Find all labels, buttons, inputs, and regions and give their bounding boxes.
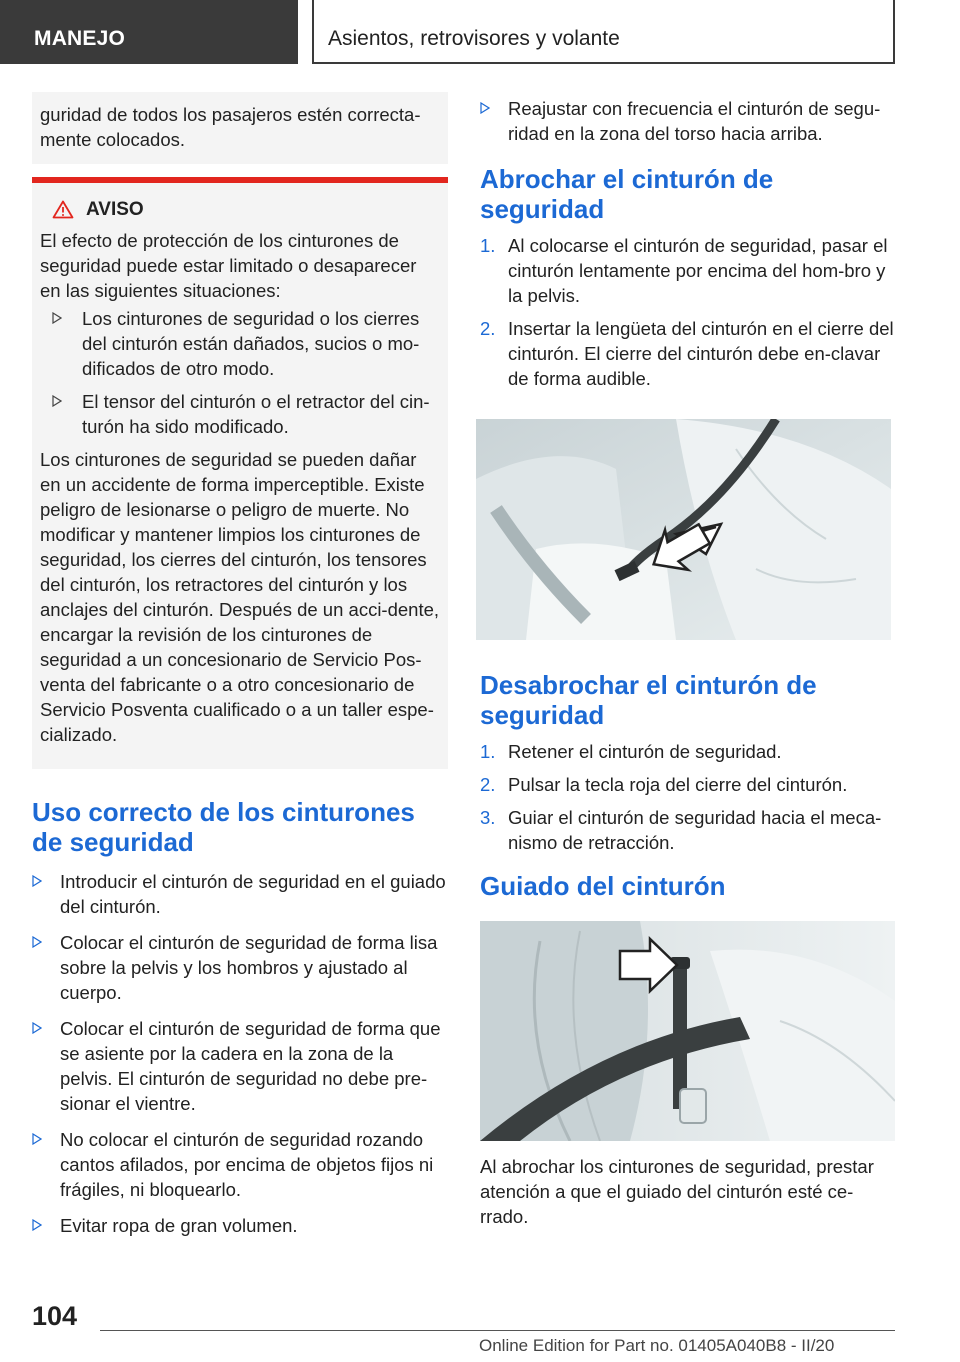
- step-item: [480, 805, 896, 855]
- warning-body: Los cinturones de seguridad se pueden dañar en un accidente de forma imperceptible. Existe peligro de lesionarse o peligro de muerte. No modificar y mantener limpios los cinturones de seguridad, los cierres del cinturón, los tensores del cinturón, los retractores del cinturón y los anclajes del cinturón. Después de un acci-dente, encargar la revisión de los cinturones de seguridad a un concesionario de Servicio Pos-venta del fabricante o a otro concesionario de Servicio Posventa cualificado o a un taller espe-cializado.: [40, 449, 440, 745]
- list-item-text: Los cinturones de seguridad o los cierres del cinturón están dañados, sucios o mo-dificados de otro modo.: [82, 308, 420, 379]
- triangle-bullet-icon: [32, 1219, 42, 1231]
- warning-header: [40, 197, 440, 222]
- step-number: 1.: [480, 235, 496, 256]
- list-item-text: El tensor del cinturón o el retractor del cin-turón ha sido modificado.: [82, 391, 430, 437]
- list-item-text: No colocar el cinturón de seguridad rozando cantos afilados, por encima de objetos fijos ni frágiles, ni bloquearlo.: [60, 1129, 434, 1200]
- step-text: Pulsar la tecla roja del cierre del cinturón.: [508, 774, 848, 795]
- step-item: [480, 772, 896, 797]
- list-item: [32, 930, 448, 1005]
- fasten-heading: Abrochar el cinturón de seguridad: [480, 164, 774, 224]
- triangle-bullet-icon: [32, 875, 42, 887]
- step-item: [480, 233, 896, 308]
- list-item: [32, 1127, 448, 1202]
- list-item: [480, 96, 896, 146]
- step-number: 2.: [480, 774, 496, 795]
- continued-box: [32, 92, 448, 164]
- step-number: 2.: [480, 318, 496, 339]
- right-column-lower: [480, 670, 896, 901]
- step-number: 1.: [480, 741, 496, 762]
- list-item-text: Reajustar con frecuencia el cinturón de segu-ridad en la zona del torso hacia arriba.: [508, 98, 881, 144]
- list-item-text: Colocar el cinturón de seguridad de forma que se asiente por la cadera en la zona de la pelvis. El cinturón de seguridad no debe pre-sionar el vientre.: [60, 1018, 441, 1114]
- step-text: Al colocarse el cinturón de seguridad, pasar el cinturón lentamente por encima del hom-bro y la pelvis.: [508, 235, 888, 306]
- triangle-bullet-icon: [480, 102, 490, 114]
- belt-guide-illustration: [480, 921, 895, 1141]
- chapter-tab: [312, 0, 895, 64]
- warning-title: AVISO: [86, 199, 144, 220]
- triangle-bullet-icon: [32, 1022, 42, 1034]
- list-item: [32, 1213, 448, 1238]
- warning-triangle-icon: [52, 200, 74, 219]
- buckle-illustration: [476, 419, 891, 640]
- top-list: [480, 96, 896, 146]
- step-item: [480, 316, 896, 391]
- unfasten-heading: Desabrochar el cinturón de seguridad: [480, 670, 817, 730]
- warning-intro: El efecto de protección de los cinturones de seguridad puede estar limitado o desaparecer en las siguientes situaciones:: [40, 230, 417, 301]
- step-text: Retener el cinturón de seguridad.: [508, 741, 782, 762]
- guide-text: Al abrochar los cinturones de seguridad, prestar atención a que el guiado del cinturón esté ce-rrado.: [480, 1156, 874, 1227]
- section-title: MANEJO: [34, 27, 126, 50]
- edition-text: Online Edition for Part no. 01405A040B8 - II/20: [479, 1336, 835, 1355]
- section-tab: [0, 0, 298, 64]
- list-item: [32, 1016, 448, 1116]
- triangle-bullet-icon: [52, 312, 62, 324]
- step-text: Guiar el cinturón de seguridad hacia el meca-nismo de retracción.: [508, 807, 882, 853]
- page-number: 104: [32, 1301, 78, 1331]
- step-number: 3.: [480, 807, 496, 828]
- triangle-bullet-icon: [32, 1133, 42, 1145]
- left-column: [32, 92, 448, 1249]
- triangle-bullet-icon: [52, 395, 62, 407]
- continued-text: guridad de todos los pasajeros estén correcta-mente colocados.: [40, 104, 421, 150]
- right-column: [480, 96, 896, 399]
- list-item: [32, 869, 448, 919]
- triangle-bullet-icon: [32, 936, 42, 948]
- section-heading: Uso correcto de los cinturones de seguridad: [32, 797, 415, 857]
- fasten-steps: [480, 233, 896, 391]
- warning-box: [32, 177, 448, 769]
- list-item-text: Introducir el cinturón de seguridad en el guiado del cinturón.: [60, 871, 446, 917]
- list-item-text: Evitar ropa de gran volumen.: [60, 1215, 298, 1236]
- list-item: [40, 306, 440, 381]
- unfasten-steps: [480, 739, 896, 855]
- chapter-title: Asientos, retrovisores y volante: [328, 27, 620, 50]
- guide-heading: Guiado del cinturón: [480, 871, 726, 901]
- usage-list: [32, 869, 448, 1238]
- list-item-text: Colocar el cinturón de seguridad de forma lisa sobre la pelvis y los hombros y ajustado al cuerpo.: [60, 932, 438, 1003]
- step-text: Insertar la lengüeta del cinturón en el cierre del cinturón. El cierre del cinturón debe en-clavar de forma audible.: [508, 318, 894, 389]
- footer-divider: [100, 1330, 895, 1331]
- list-item: [40, 389, 440, 439]
- step-item: [480, 739, 896, 764]
- warning-list: [40, 306, 440, 439]
- guide-paragraph: [480, 1154, 896, 1229]
